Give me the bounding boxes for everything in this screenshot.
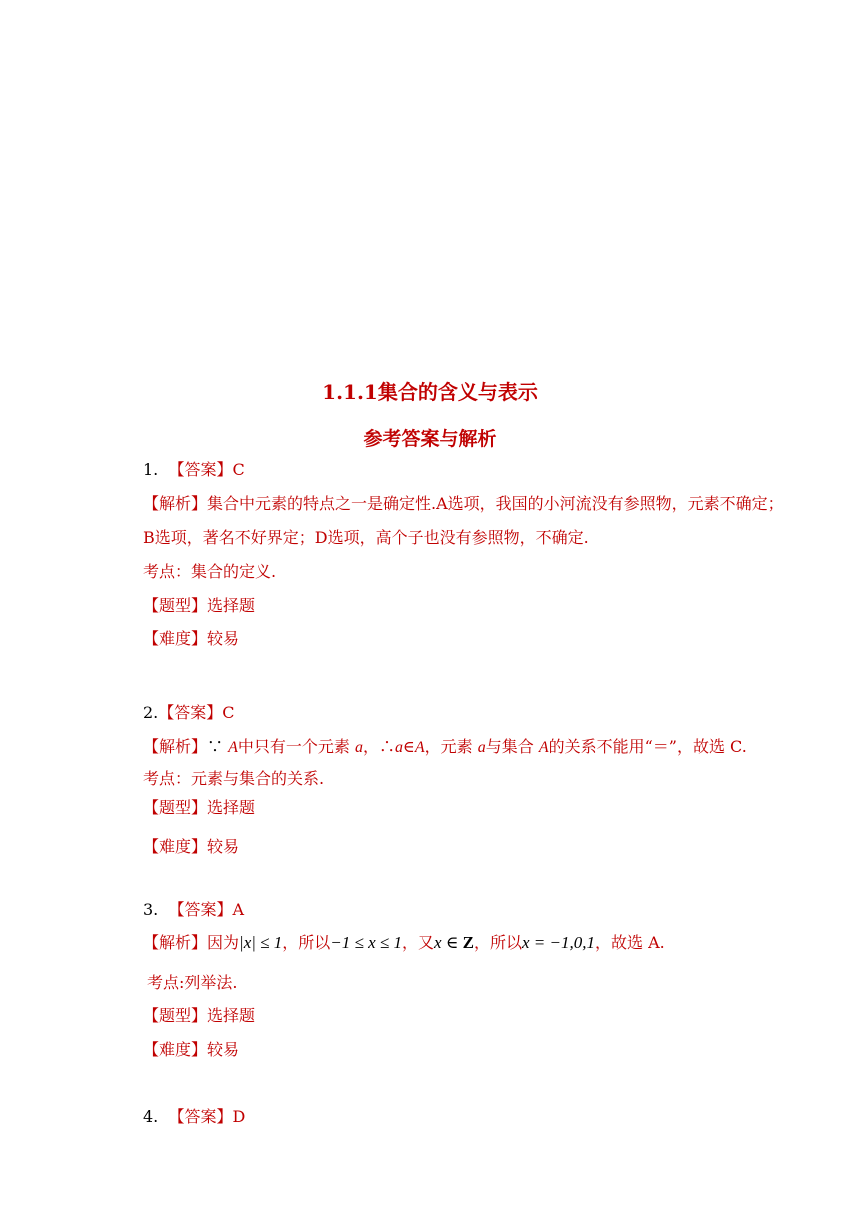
item-3-point: 考点:列举法. (147, 973, 238, 992)
item-2-type: 【题型】选择题 (143, 798, 256, 817)
item-2-answer: 2.【答案】C (143, 703, 235, 722)
item-3-type: 【题型】选择题 (143, 1006, 256, 1025)
item-3-answer: 3. 【答案】A (143, 900, 245, 919)
item-1-type: 【题型】选择题 (143, 596, 256, 615)
item-2-analysis: 【解析】∵ A中只有一个元素 a，∴a∈A，元素 a与集合 A的关系不能用“＝”，故选 C. (143, 737, 747, 756)
item-2-difficulty: 【难度】较易 (143, 837, 240, 856)
item-1-difficulty: 【难度】较易 (143, 629, 240, 648)
item-3-analysis: 【解析】因为|x| ≤ 1，所以−1 ≤ x ≤ 1，又x ∈ Z，所以x = −1,0,1，故选 A. (143, 933, 665, 952)
item-2-point: 考点：元素与集合的关系. (143, 769, 325, 788)
item-1-answer: 1. 【答案】C (143, 460, 245, 479)
item-4-answer: 4. 【答案】D (143, 1107, 246, 1126)
item-1-point: 考点：集合的定义. (143, 562, 277, 581)
item-1-analysis: 【解析】集合中元素的特点之一是确定性.A选项，我国的小河流没有参照物，元素不确定； (143, 494, 784, 513)
page-subtitle: 参考答案与解析 (363, 428, 497, 450)
item-3-difficulty: 【难度】较易 (143, 1040, 240, 1059)
item-1-analysis-cont: B选项，著名不好界定；D选项，高个子也没有参照物，不确定. (143, 528, 589, 547)
page-title: 1.1.1集合的含义与表示 (322, 380, 538, 404)
